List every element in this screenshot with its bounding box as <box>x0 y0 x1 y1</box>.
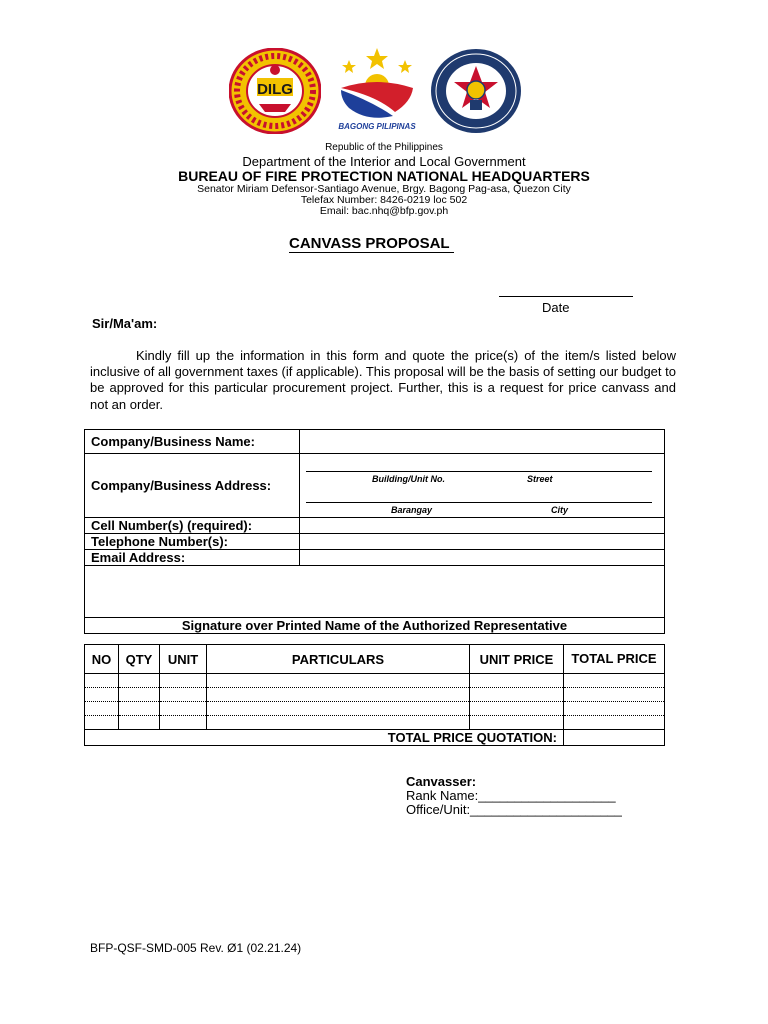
header-qty: QTY <box>119 645 160 674</box>
table-row <box>85 688 665 702</box>
building-label: Building/Unit No. <box>372 474 445 484</box>
cell-particulars[interactable] <box>207 716 470 730</box>
cell-particulars[interactable] <box>207 688 470 702</box>
company-info-table <box>84 429 665 634</box>
header-total-price: TOTAL PRICE <box>564 645 665 674</box>
email-label: Email Address: <box>85 550 300 566</box>
table-row <box>85 702 665 716</box>
cell-no[interactable] <box>85 716 119 730</box>
bagong-pilipinas-caption: BAGONG PILIPINAS <box>338 122 416 131</box>
telephone-field[interactable] <box>300 534 665 550</box>
republic-text: Republic of the Philippines <box>325 142 443 153</box>
dilg-seal-text: DILG <box>257 81 293 98</box>
street-label: Street <box>527 474 553 484</box>
city-label: City <box>551 505 569 515</box>
email-field[interactable] <box>300 550 665 566</box>
footer-form-code: BFP-QSF-SMD-005 Rev. Ø1 (02.21.24) <box>90 941 302 955</box>
bagong-pilipinas-logo-icon <box>333 46 421 136</box>
canvasser-title: Canvasser: <box>406 774 477 789</box>
bureau-title: BUREAU OF FIRE PROTECTION NATIONAL HEADQUARTERS <box>178 168 590 184</box>
company-address-field[interactable] <box>300 454 665 518</box>
cell-unit[interactable] <box>160 674 207 688</box>
address-line-1 <box>306 471 652 472</box>
cell-no[interactable] <box>85 702 119 716</box>
cell-total-price[interactable] <box>564 716 665 730</box>
total-quotation-label: TOTAL PRICE QUOTATION: <box>85 730 564 746</box>
barangay-label: Barangay <box>391 505 433 515</box>
salutation: Sir/Ma'am: <box>92 316 158 331</box>
cell-no[interactable] <box>85 674 119 688</box>
cell-qty[interactable] <box>119 716 160 730</box>
cell-unit-price[interactable] <box>470 702 564 716</box>
email-text: Email: bac.nhq@bfp.gov.ph <box>319 205 449 217</box>
company-name-label: Company/Business Name: <box>85 430 300 454</box>
signature-area[interactable] <box>85 566 665 618</box>
cell-qty[interactable] <box>119 674 160 688</box>
telefax-text: Telefax Number: 8426-0219 loc 502 <box>300 194 468 206</box>
bfp-seal-icon <box>430 48 522 134</box>
cell-particulars[interactable] <box>207 702 470 716</box>
header-particulars: PARTICULARS <box>207 645 470 674</box>
department-text: Department of the Interior and Local Government <box>242 154 526 169</box>
header-no: NO <box>85 645 119 674</box>
company-address-label: Company/Business Address: <box>85 454 300 518</box>
cell-no[interactable] <box>85 688 119 702</box>
date-label: Date <box>542 300 570 315</box>
cell-unit-price[interactable] <box>470 674 564 688</box>
header-unit-price: UNIT PRICE <box>470 645 564 674</box>
cell-total-price[interactable] <box>564 702 665 716</box>
body-paragraph: Kindly fill up the information in this form and quote the price(s) of the item/s listed below inclusive of all government taxes (if applicable). This proposal will be the basis of setting our budget to be approved for this particular procurement project. Further, this is a request for price canvass and not an order. <box>90 348 676 412</box>
cell-qty[interactable] <box>119 688 160 702</box>
office-unit-field[interactable]: Office/Unit:_____________________ <box>406 802 622 817</box>
signature-label: Signature over Printed Name of the Authorized Representative <box>85 618 665 634</box>
total-quotation-field[interactable] <box>564 730 665 746</box>
cell-unit[interactable] <box>160 716 207 730</box>
company-name-field[interactable] <box>300 430 665 454</box>
dilg-seal-icon <box>229 48 321 134</box>
date-line <box>499 296 633 297</box>
form-title: CANVASS PROPOSAL <box>289 235 454 253</box>
cell-total-price[interactable] <box>564 674 665 688</box>
cell-unit[interactable] <box>160 688 207 702</box>
address-line-2 <box>306 502 652 503</box>
cell-particulars[interactable] <box>207 674 470 688</box>
telephone-label: Telephone Number(s): <box>85 534 300 550</box>
cell-number-label: Cell Number(s) (required): <box>85 518 300 534</box>
cell-unit-price[interactable] <box>470 688 564 702</box>
cell-unit-price[interactable] <box>470 716 564 730</box>
cell-unit[interactable] <box>160 702 207 716</box>
cell-qty[interactable] <box>119 702 160 716</box>
table-row <box>85 674 665 688</box>
table-row <box>85 716 665 730</box>
cell-number-field[interactable] <box>300 518 665 534</box>
rank-name-field[interactable]: Rank Name:___________________ <box>406 788 616 803</box>
cell-total-price[interactable] <box>564 688 665 702</box>
items-table <box>84 644 665 746</box>
address-text: Senator Miriam Defensor-Santiago Avenue, Brgy. Bagong Pag-asa, Quezon City <box>197 183 571 195</box>
header-unit: UNIT <box>160 645 207 674</box>
